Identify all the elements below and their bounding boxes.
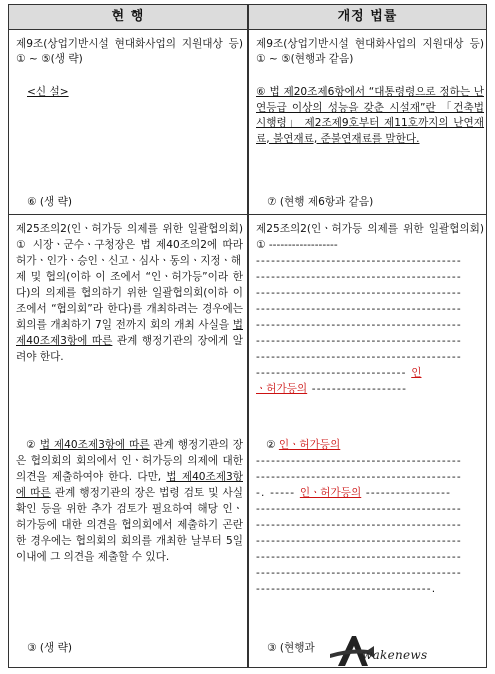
- comparison-table: [8, 4, 487, 668]
- para2-number: ②: [26, 439, 40, 451]
- amended-para1-line: [256, 365, 484, 381]
- amended-art25-2-para2: [256, 437, 484, 597]
- dash-line: -----------------------------------------: [256, 503, 462, 515]
- amended-para1-heading: 제25조의2(인ㆍ허가등 의제를 위한 일괄협의회) ① ------------------: [256, 223, 484, 251]
- current-new-provision-marker: <신 설>: [27, 86, 69, 98]
- header-current-law: 현 행: [111, 9, 145, 24]
- amended-text-red: 인ㆍ허가등의: [299, 487, 362, 499]
- amended-art9-para6: ⑥ 법 제20조제6항에서 “대통령령으로 정하는 난연등급 이상의 성능을 갖춘 시설재”란 「건축법 시행령」 제2조제9호부터 제11호까지의 난연재료, 불연재료, 준불연재료를 말한다.: [256, 86, 484, 145]
- amended-para1-line: [256, 381, 484, 397]
- amended-text-red: 인ㆍ허가등의: [278, 439, 341, 451]
- dash-line: -----------------------------------------: [256, 351, 462, 363]
- header-amended-law: 개정 법률: [337, 9, 398, 24]
- dash-line: ------------------------------: [256, 367, 412, 379]
- para2-tail: 관계 행정기관의 장은 법령 검토 및 사실 확인 등을 위한 추가 검토가 필요하여 해당 인ㆍ허가등에 대한 의견을 협의회에서 제출하기 곤란한 경우에는 협의회의 회의를 개최한 날부터 5일 이내에 그 의견을 제출할 수 있다.: [16, 487, 243, 563]
- dash-line: -----------------------------------------: [256, 471, 462, 483]
- current-art25-2-para1: [16, 221, 243, 365]
- current-art9-para6: ⑥ (생 략): [27, 196, 72, 208]
- amended-text-red: 인: [411, 367, 422, 379]
- dash-line: -. -----: [256, 487, 300, 499]
- watermark-text: wakenews: [362, 648, 428, 662]
- para2-text: 관계 행정기관의 장은 협의회의 회의에서 인ㆍ허가등의 의제에 대한 의견을 제출하여야 한다. 다만,: [16, 439, 243, 483]
- amended-para2-line: [256, 485, 484, 501]
- row-separator: [9, 214, 486, 215]
- para2-underlined-1: 법 제40조제3항에 따른: [39, 439, 150, 451]
- art25-2-para1-text: 제25조의2(인ㆍ허가등 의제를 위한 일괄협의회) ① 시장ㆍ군수ㆍ구청장은 법 제40조의2에 따라 허가ㆍ인가ㆍ승인ㆍ신고ㆍ심사ㆍ동의ㆍ지정ㆍ해제 및 협의(이하 이 조에서 “인ㆍ허가등”이라 한다)의 의제를 협의하기 위한 일괄협의회(이하 이 조에서 “협의회”라 한다)를 개최하려는 경우에는 회의를 개최하기 7일 전까지 회의 개최 사실을: [16, 223, 243, 331]
- dash-line: -----------------------------------------: [256, 519, 462, 531]
- current-art25-2-para2: [16, 437, 243, 565]
- dash-line: -----------------------------------------: [256, 535, 462, 547]
- dash-line: -----------------------------------------: [256, 551, 462, 563]
- dash-line: -----------------------------------------: [256, 287, 462, 299]
- amended-text-red: ㆍ허가등의: [256, 383, 308, 395]
- dash-line: -------------------: [307, 383, 408, 395]
- dash-line: -----------------: [361, 487, 452, 499]
- amended-art25-2-para3: ③ (현행과: [267, 642, 315, 654]
- current-art25-2-para3: ③ (생 략): [27, 642, 72, 654]
- para2-number: ②: [266, 439, 279, 451]
- art25-2-para1-tail: 관계 행정기관의 장에게 알려야 한다.: [16, 335, 243, 363]
- dash-line: -----------------------------------------: [256, 335, 462, 347]
- current-art9-heading: 제9조(상업기반시설 현대화사업의 지원대상 등) ① ~ ⑤(생 략): [16, 38, 243, 65]
- amended-art25-2-para1: [256, 221, 484, 397]
- amended-art9-para7: ⑦ (현행 제6항과 같음): [267, 196, 374, 208]
- art25-2-para1-underlined: 법 제40조제3항에 따른: [16, 319, 243, 347]
- dash-line: -----------------------------------------: [256, 255, 462, 267]
- column-divider: [247, 5, 249, 667]
- amended-para2-line: [256, 437, 484, 453]
- dash-line: -----------------------------------------: [256, 271, 462, 283]
- dash-line: -----------------------------------------: [256, 567, 462, 579]
- dash-line: -----------------------------------.: [256, 583, 437, 595]
- dash-line: -----------------------------------------: [256, 455, 462, 467]
- para2-underlined-2: 법 제40조제3항에 따른: [16, 471, 243, 499]
- amended-art9-heading: 제9조(상업기반시설 현대화사업의 지원대상 등) ① ~ ⑤(현행과 같음): [256, 38, 484, 65]
- dash-line: -----------------------------------------: [256, 319, 462, 331]
- dash-line: -----------------------------------------: [256, 303, 462, 315]
